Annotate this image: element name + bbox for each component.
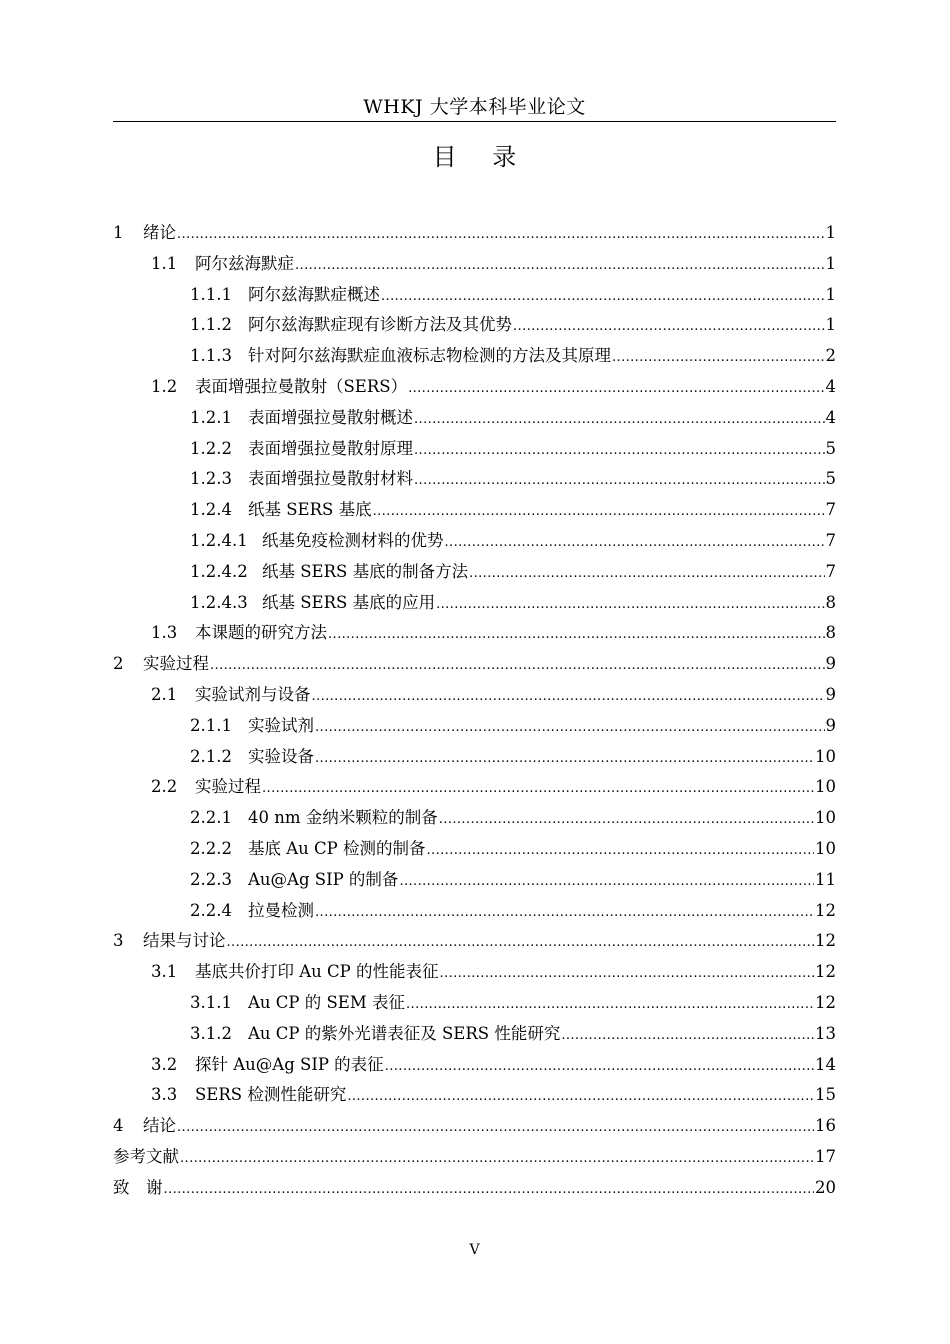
toc-entry[interactable] [113,926,836,957]
toc-entry-title: Au CP 的 SEM 表征 [248,992,405,1012]
toc-entry-title: 表面增强拉曼散射原理 [248,438,413,458]
toc-entry-title: 纸基免疫检测材料的优势 [262,530,444,550]
toc-dot-leader [513,312,825,343]
toc-entry-page: 4 [825,407,836,427]
toc-entry-number: 1.1.3 [190,346,232,366]
toc-entry-number: 2.2.4 [190,900,232,920]
toc-entry-page: 12 [815,962,836,982]
toc-dot-leader [561,1021,814,1052]
toc-dot-leader [406,990,814,1021]
toc-dot-leader [408,374,824,405]
toc-entry[interactable] [113,218,836,249]
toc-dot-leader [315,713,825,744]
toc-entry-title: 阿尔兹海默症概述 [248,284,380,304]
toc-entry-number: 2.2.2 [190,838,232,858]
toc-entry[interactable] [113,588,836,619]
toc-entry-number: 2.1.1 [190,715,232,735]
toc-entry-page: 12 [815,931,836,951]
toc-dot-leader [440,959,814,990]
toc-entry[interactable] [113,310,836,341]
toc-entry-title: 实验试剂 [248,715,314,735]
toc-entry-title: 致 谢 [113,1177,163,1197]
toc-entry[interactable] [113,1111,836,1142]
toc-entry-page: 7 [825,500,836,520]
toc-dot-leader [227,928,815,959]
toc-entry-number: 3.1.1 [190,992,232,1012]
toc-entry[interactable] [113,865,836,896]
toc-entry-title: 阿尔兹海默症现有诊断方法及其优势 [248,315,512,335]
toc-entry-number: 1.1.2 [190,315,232,335]
toc-entry[interactable] [113,680,836,711]
toc-entry-title: 拉曼检测 [248,900,314,920]
toc-dot-leader [469,559,824,590]
toc-entry-number: 2 [113,654,124,674]
toc-entry-number: 1.2.1 [190,407,232,427]
toc-entry-title: 实验设备 [248,746,314,766]
toc-entry-title: 结论 [143,1116,176,1136]
toc-entry-number: 1.2.4.2 [190,561,248,581]
toc-dot-leader [427,836,814,867]
toc-entry-number: 1.3 [151,623,178,643]
toc-entry-page: 12 [815,900,836,920]
toc-entry[interactable] [113,742,836,773]
toc-entry-page: 1 [825,253,836,273]
toc-entry-number: 3.3 [151,1085,178,1105]
toc-entry-page: 10 [815,777,836,797]
toc-entry-title: Au CP 的紫外光谱表征及 SERS 性能研究 [248,1023,561,1043]
toc-entry-page: 7 [825,530,836,550]
toc-entry-number: 1.1 [151,253,178,273]
toc-entry-number: 1.2.3 [190,469,232,489]
toc-dot-leader [315,744,814,775]
table-of-contents [113,218,836,1204]
toc-entry-page: 16 [815,1116,836,1136]
toc-entry-page: 9 [825,715,836,735]
toc-entry-title: 探针 Au@Ag SIP 的表征 [195,1054,384,1074]
toc-dot-leader [315,898,814,929]
toc-dot-leader [414,466,825,497]
toc-entry-page: 7 [825,561,836,581]
toc-entry[interactable] [113,896,836,927]
toc-entry-page: 2 [825,346,836,366]
toc-entry-page: 10 [815,808,836,828]
running-header: WHKJ 大学本科毕业论文 [363,96,586,118]
toc-dot-leader [436,590,824,621]
toc-entry-title: 绪论 [143,223,176,242]
toc-entry[interactable] [113,988,836,1019]
toc-entry[interactable] [113,649,836,680]
toc-entry-number: 2.2.3 [190,869,232,889]
toc-entry-title: 40 nm 金纳米颗粒的制备 [248,808,438,828]
toc-dot-leader [262,774,814,805]
header-rule [113,121,836,122]
toc-entry[interactable] [113,618,836,649]
toc-entry[interactable] [113,280,836,311]
toc-entry-number: 3 [113,931,124,951]
toc-entry-page: 17 [815,1146,836,1166]
toc-entry-title: 基底 Au CP 检测的制备 [248,838,426,858]
toc-dot-leader [373,497,825,528]
toc-entry[interactable] [113,372,836,403]
toc-entry[interactable] [113,1142,836,1173]
toc-entry-page: 8 [825,592,836,612]
toc-title: 目 录 [432,143,531,171]
toc-dot-leader [399,867,814,898]
toc-dot-leader [347,1082,814,1113]
page-number: V [469,1242,480,1258]
toc-entry[interactable] [113,1173,836,1204]
toc-entry-page: 14 [815,1054,836,1074]
toc-entry[interactable] [113,711,836,742]
toc-entry-number: 3.2 [151,1054,178,1074]
toc-entry-number: 2.2 [151,777,178,797]
toc-entry-number: 1 [113,223,124,242]
toc-entry[interactable] [113,403,836,434]
toc-entry-page: 1 [825,315,836,335]
toc-entry-title: 结果与讨论 [143,931,226,951]
toc-entry[interactable] [113,957,836,988]
toc-entry-title: 表面增强拉曼散射概述 [248,407,413,427]
toc-dot-leader [177,1113,814,1144]
toc-dot-leader [381,282,825,313]
toc-entry-number: 1.1.1 [190,284,232,304]
toc-entry[interactable] [113,434,836,465]
toc-dot-leader [177,220,825,251]
toc-entry-number: 1.2.4.3 [190,592,248,612]
toc-dot-leader [439,805,814,836]
toc-entry-page: 13 [815,1023,836,1043]
toc-entry-page: 5 [825,438,836,458]
toc-entry-number: 3.1 [151,962,178,982]
toc-entry-number: 1.2.2 [190,438,232,458]
toc-dot-leader [164,1175,815,1206]
toc-entry-title: 基底共价打印 Au CP 的性能表征 [195,962,439,982]
toc-entry-title: 本课题的研究方法 [195,623,327,643]
toc-entry[interactable] [113,526,836,557]
toc-entry-number: 1.2.4.1 [190,530,248,550]
toc-entry-page: 1 [825,284,836,304]
toc-dot-leader [210,651,825,682]
toc-entry-title: 纸基 SERS 基底 [248,500,372,520]
toc-entry-page: 5 [825,469,836,489]
toc-dot-leader [414,405,825,436]
toc-entry-title: Au@Ag SIP 的制备 [248,869,399,889]
toc-entry[interactable] [113,464,836,495]
toc-entry-title: 参考文献 [113,1146,179,1166]
toc-entry-page: 9 [825,654,836,674]
toc-entry[interactable] [113,495,836,526]
toc-entry-title: 纸基 SERS 基底的应用 [262,592,436,612]
toc-entry-number: 2.1 [151,684,178,704]
toc-dot-leader [180,1144,814,1175]
toc-entry-page: 9 [825,684,836,704]
toc-dot-leader [295,251,825,282]
toc-entry-number: 1.2.4 [190,500,232,520]
toc-entry-number: 2.2.1 [190,808,232,828]
toc-entry-title: 针对阿尔兹海默症血液标志物检测的方法及其原理 [248,346,611,366]
toc-dot-leader [612,343,825,374]
toc-entry-title: SERS 检测性能研究 [195,1085,347,1105]
toc-entry-page: 12 [815,992,836,1012]
toc-entry-title: 阿尔兹海默症 [195,253,294,273]
toc-entry[interactable] [113,1080,836,1111]
toc-entry-number: 3.1.2 [190,1023,232,1043]
toc-dot-leader [414,436,825,467]
toc-dot-leader [385,1052,814,1083]
toc-entry[interactable] [113,249,836,280]
toc-entry[interactable] [113,1019,836,1050]
toc-entry[interactable] [113,803,836,834]
toc-entry-page: 15 [815,1085,836,1105]
toc-dot-leader [445,528,825,559]
toc-entry-title: 表面增强拉曼散射（SERS） [195,376,408,396]
toc-entry-title: 实验试剂与设备 [195,684,311,704]
toc-entry-number: 1.2 [151,376,178,396]
toc-entry-page: 1 [825,223,836,242]
toc-entry-page: 11 [815,869,836,889]
toc-entry-page: 4 [825,376,836,396]
toc-entry[interactable] [113,341,836,372]
toc-dot-leader [328,620,825,651]
toc-entry-page: 10 [815,838,836,858]
toc-entry-page: 20 [815,1177,836,1197]
toc-entry[interactable] [113,834,836,865]
toc-entry-number: 2.1.2 [190,746,232,766]
toc-entry-title: 纸基 SERS 基底的制备方法 [262,561,469,581]
toc-dot-leader [312,682,825,713]
toc-entry-title: 实验过程 [195,777,261,797]
toc-entry-number: 4 [113,1116,124,1136]
toc-entry-page: 10 [815,746,836,766]
toc-entry[interactable] [113,1050,836,1081]
toc-entry-title: 实验过程 [143,654,209,674]
toc-entry-page: 8 [825,623,836,643]
toc-entry[interactable] [113,557,836,588]
toc-entry-title: 表面增强拉曼散射材料 [248,469,413,489]
toc-entry[interactable] [113,772,836,803]
